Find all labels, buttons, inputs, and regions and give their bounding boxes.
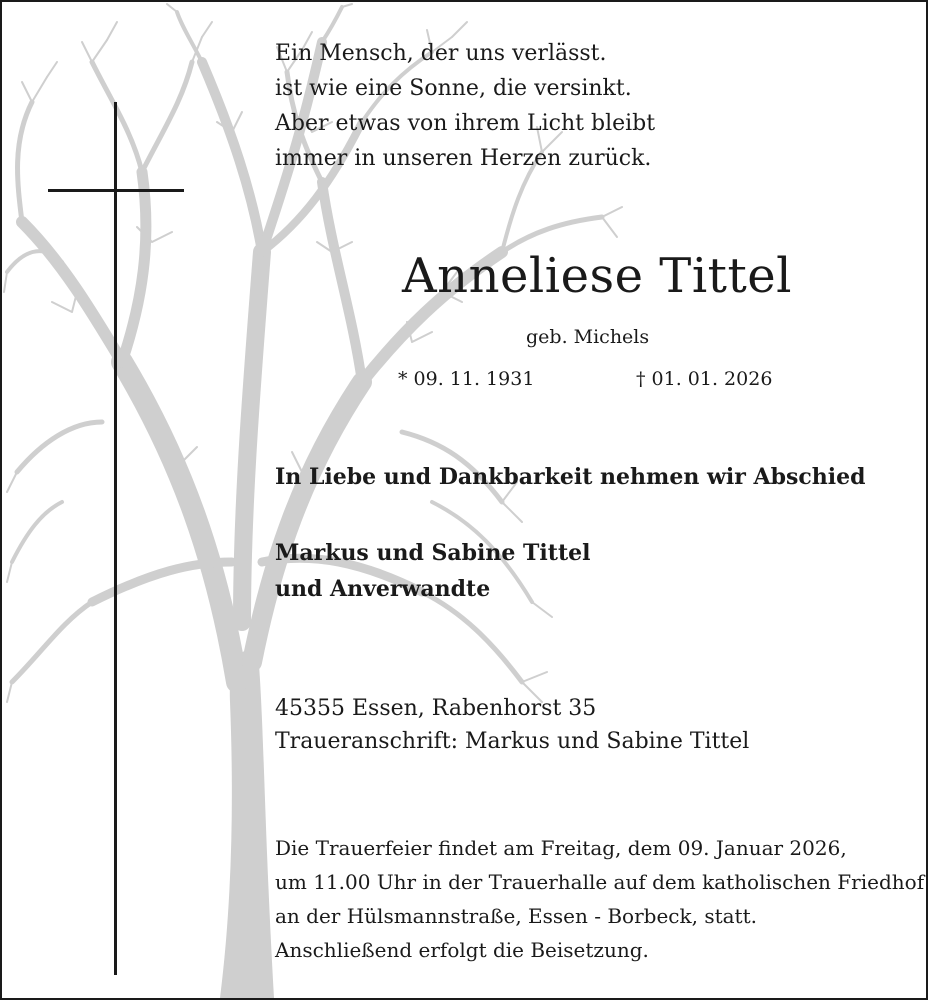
poem-line: Ein Mensch, der uns verlässt. xyxy=(275,41,607,66)
deceased-name: Anneliese Tittel xyxy=(402,248,793,304)
service-line: an der Hülsmannstraße, Essen - Borbeck, statt. xyxy=(275,904,757,928)
cross-vertical-beam xyxy=(114,102,117,975)
poem-line: immer in unseren Herzen zurück. xyxy=(275,146,652,171)
cross-horizontal-beam xyxy=(48,189,184,192)
address-line: 45355 Essen, Rabenhorst 35 xyxy=(275,696,597,721)
mourner-line: und Anverwandte xyxy=(275,576,491,602)
poem-line: Aber etwas von ihrem Licht bleibt xyxy=(275,111,656,136)
birth-date: * 09. 11. 1931 xyxy=(398,368,535,390)
mourning-address xyxy=(275,692,749,758)
service-line: Anschließend erfolgt die Beisetzung. xyxy=(275,938,649,962)
farewell-statement: In Liebe und Dankbarkeit nehmen wir Abschied xyxy=(275,464,866,490)
funeral-service-info xyxy=(275,831,924,967)
poem-line: ist wie eine Sonne, die versinkt. xyxy=(275,76,632,101)
memorial-poem xyxy=(275,36,655,176)
mourners-list xyxy=(275,535,590,607)
address-line: Traueranschrift: Markus und Sabine Tittel xyxy=(275,729,750,754)
mourner-line: Markus und Sabine Tittel xyxy=(275,540,591,566)
death-date: † 01. 01. 2026 xyxy=(636,368,773,390)
maiden-name: geb. Michels xyxy=(526,326,650,348)
service-line: um 11.00 Uhr in der Trauerhalle auf dem katholischen Friedhof xyxy=(275,870,925,894)
service-line: Die Trauerfeier findet am Freitag, dem 09. Januar 2026, xyxy=(275,836,847,860)
